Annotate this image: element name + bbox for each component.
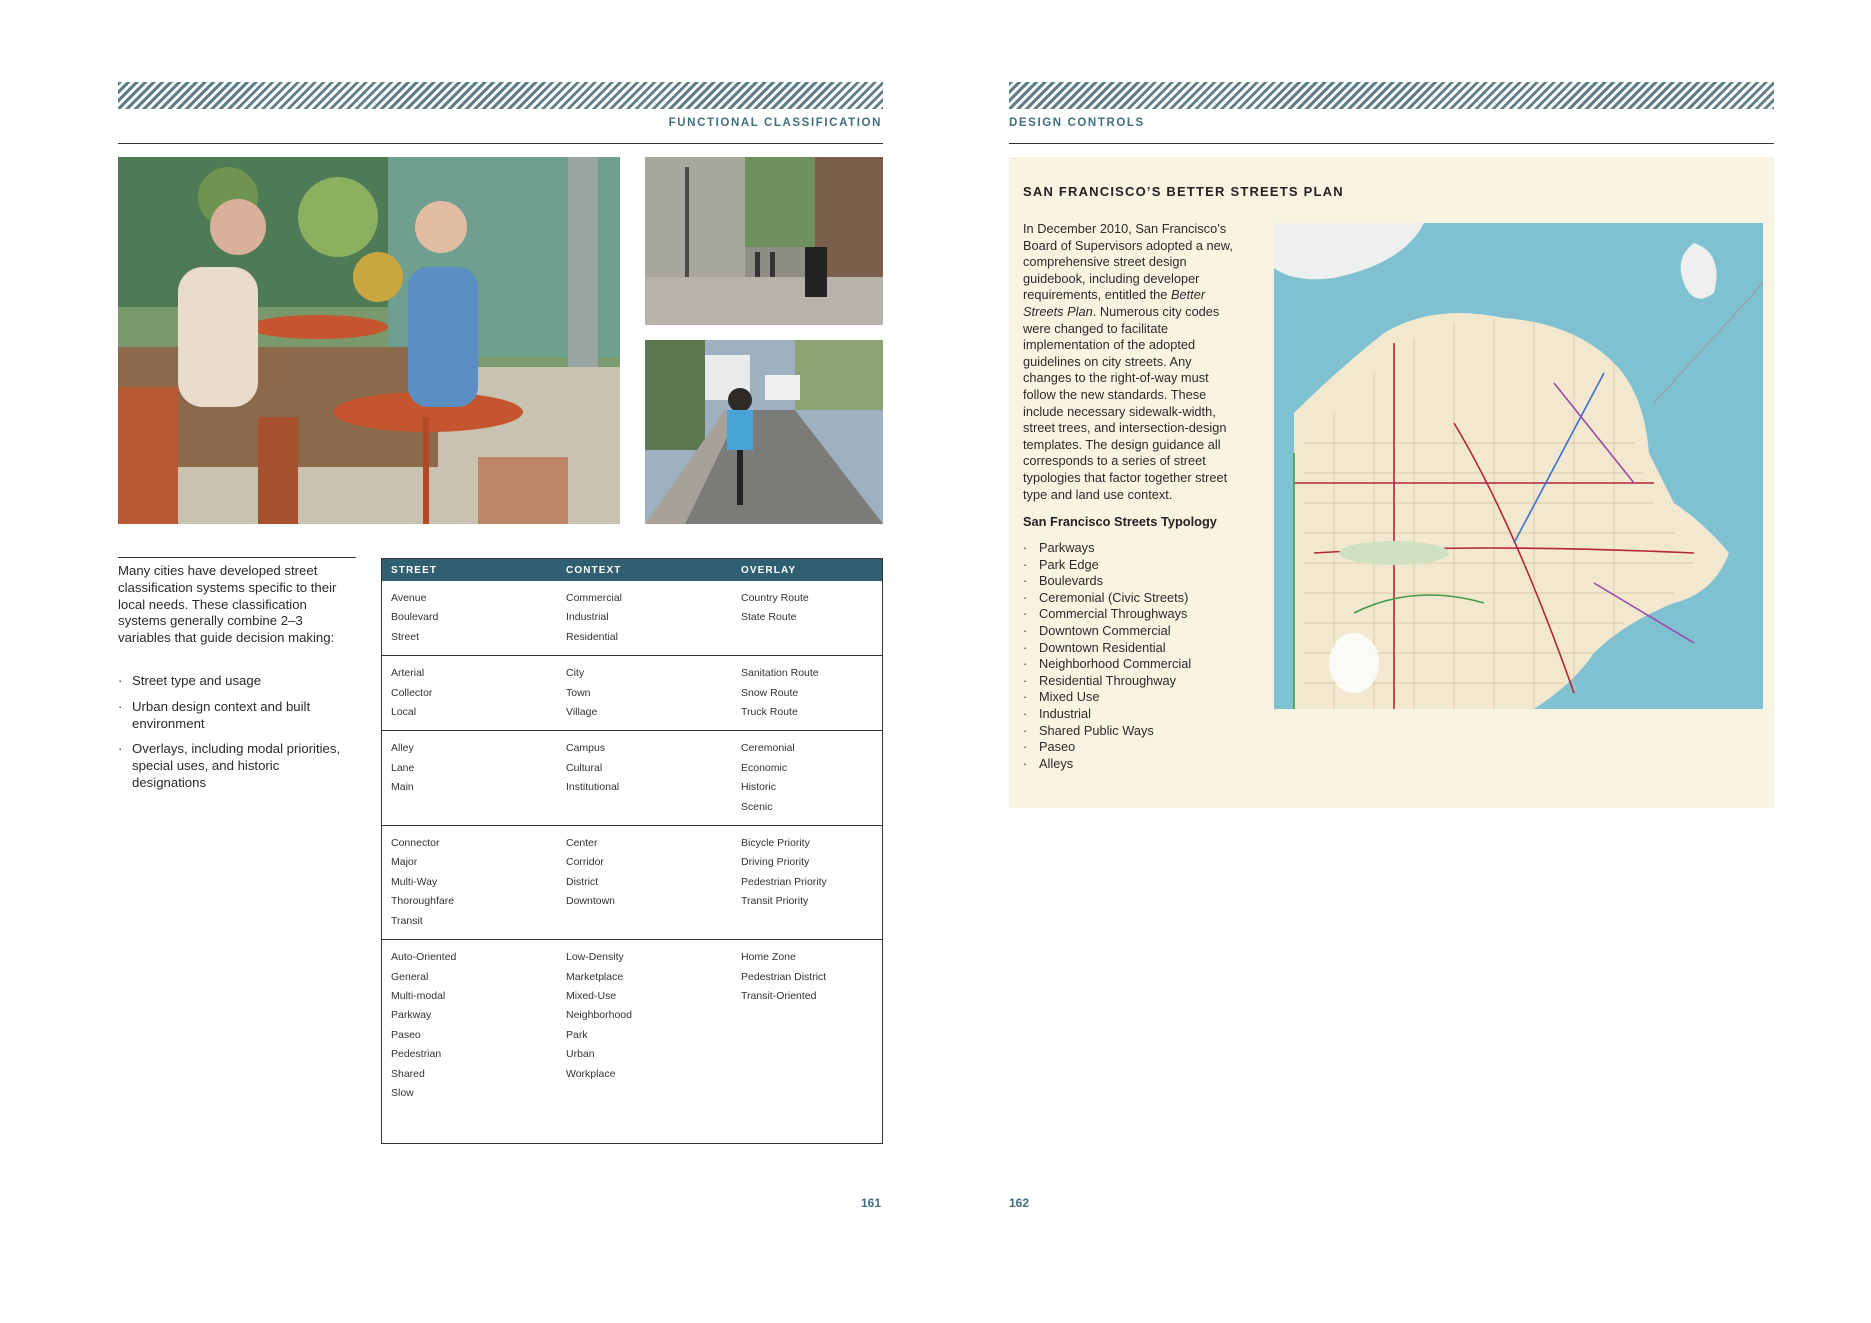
table-cell-value: Pedestrian Priority [741,875,827,888]
table-cell-value: City [566,667,585,680]
table-cell-value: Cultural [566,761,603,774]
table-cell-value: General [391,970,429,983]
san-francisco-street-typology-map [1274,223,1763,709]
table-cell-street [382,731,558,826]
typology-list-item: · Downtown Residential [1023,640,1243,657]
table-cell-overlay [732,826,883,940]
table-cell-value: Main [391,781,414,794]
table-cell-value: Auto-Oriented [391,951,457,964]
table-cell-value: Park [566,1028,588,1041]
header-rule-right [1009,143,1774,144]
running-head-right: DESIGN CONTROLS [1009,117,1145,129]
header-hatch-bar-left [118,82,883,109]
typology-list-item: · Residential Throughway [1023,673,1243,690]
typology-list-item: · Park Edge [1023,557,1243,574]
table-cell-value: Thoroughfare [391,895,455,908]
table-cell-value: Transit [391,914,423,927]
table-cell-value: Pedestrian District [741,970,827,983]
table-cell-street [382,581,558,656]
typology-list-item: · Shared Public Ways [1023,723,1243,740]
table-row [382,940,883,1144]
table-cell-value: Arterial [391,667,425,680]
table-cell-value: District [566,875,599,888]
intro-bullet-list [118,673,353,801]
column-header-context: CONTEXT [557,559,732,582]
table-cell-value: Marketplace [566,970,624,983]
cyclist-bike-lane-photo [645,340,883,524]
table-row [382,731,883,826]
intro-bullet: · Street type and usage [118,673,353,690]
table-cell-value: Scenic [741,800,773,813]
table-cell-value: Economic [741,761,788,774]
page-number-right: 162 [1009,1196,1030,1210]
typology-list-item: · Alleys [1023,756,1243,773]
table-cell-value: Workplace [566,1067,616,1080]
table-cell-value: Village [566,706,598,719]
table-cell-value: Alley [391,742,414,755]
page-number-left: 161 [861,1196,882,1210]
table-cell-street [382,656,558,731]
table-cell-context [557,826,732,940]
table-cell-value: Residential [566,630,618,643]
typology-list-item: · Parkways [1023,540,1243,557]
table-cell-value: Corridor [566,856,604,869]
table-cell-value: Boulevard [391,611,439,624]
table-cell-context [557,581,732,656]
table-cell-value: Driving Priority [741,856,810,869]
table-cell-value: Parkway [391,1009,432,1022]
typology-list-item: · Downtown Commercial [1023,623,1243,640]
table-cell-value: Slow [391,1086,414,1099]
table-cell-value: Historic [741,781,777,794]
table-cell-value: Industrial [566,611,609,624]
street-classification-table [381,558,883,1144]
table-cell-value: Town [566,686,591,699]
table-cell-value: Ceremonial [741,742,795,755]
typology-list-item: · Industrial [1023,706,1243,723]
cafe-seating-photo [118,157,620,524]
table-body [382,581,883,1144]
table-row [382,656,883,731]
intro-bullet: · Overlays, including modal priorities, special uses, and historic designations [118,741,353,791]
table-cell-value: Home Zone [741,951,796,964]
table-cell-value: Street [391,630,420,643]
typology-list [1023,540,1243,772]
table-cell-overlay [732,581,883,656]
table-cell-value: Bicycle Priority [741,837,810,850]
table-cell-overlay [732,940,883,1144]
table-cell-value: Campus [566,742,606,755]
typology-list-item: · Ceremonial (Civic Streets) [1023,590,1243,607]
table-cell-value: Connector [391,837,440,850]
typology-list-item: · Commercial Throughways [1023,606,1243,623]
intro-rule [118,557,356,558]
running-head-left: FUNCTIONAL CLASSIFICATION [668,117,882,129]
intro-bullet: · Urban design context and built environment [118,699,353,733]
typology-list-item: · Boulevards [1023,573,1243,590]
table-cell-value: Major [391,856,418,869]
table-cell-value: Institutional [566,781,620,794]
table-cell-value: Pedestrian [391,1048,442,1061]
table-cell-value: State Route [741,611,797,624]
table-cell-value: Shared [391,1067,425,1080]
table-cell-value: Low-Density [566,951,624,964]
table-cell-street [382,940,558,1144]
table-cell-value: Mixed-Use [566,989,617,1002]
table-cell-value: Truck Route [741,706,798,719]
table-cell-value: Avenue [391,592,427,604]
typology-list-item: · Paseo [1023,739,1243,756]
table-cell-value: Center [566,837,598,850]
table-cell-context [557,940,732,1144]
table-cell-value: Downtown [566,895,616,908]
table-header-row [382,559,883,582]
sidebar-body: In December 2010, San Francisco’s Board of Supervisors adopted a new, comprehensive street design guidebook, including developer requirements, entitled the Better Streets Plan. Numerous city codes were changed to facilitate implementation of the adopted guidelines on city streets. Any changes to the right-of-way must follow the new standards. These include necessary sidewalk-width, street trees, and intersection-design templates. The design guidance all corresponds to a series of street typologies that factor together street type and land use context. [1023,221,1233,502]
header-rule-left [118,143,883,144]
typology-list-item: · Mixed Use [1023,689,1243,706]
table-cell-value: Transit Priority [741,895,809,908]
table-cell-value: Multi-modal [391,989,446,1002]
table-cell-value: Local [391,706,417,719]
intro-paragraph: Many cities have developed street classification systems specific to their local needs. These classification systems generally combine 2–3 variables that guide decision making: [118,563,337,646]
table-cell-value: Urban [566,1048,595,1061]
table-cell-value: Collector [391,686,433,699]
typology-list-item: · Neighborhood Commercial [1023,656,1243,673]
table-cell-overlay [732,731,883,826]
table-cell-value: Paseo [391,1028,421,1041]
table-cell-value: Country Route [741,592,809,604]
table-cell-value: Snow Route [741,686,799,699]
typology-heading: San Francisco Streets Typology [1023,514,1217,529]
table-cell-value: Sanitation Route [741,667,819,680]
table-cell-value: Multi-Way [391,875,438,888]
table-row [382,581,883,656]
header-hatch-bar-right [1009,82,1774,109]
table-cell-value: Neighborhood [566,1009,632,1022]
street-sidewalk-photo [645,157,883,325]
sidebar-title: SAN FRANCISCO’S BETTER STREETS PLAN [1023,184,1344,199]
table-cell-overlay [732,656,883,731]
table-cell-value: Transit-Oriented [741,989,817,1002]
table-cell-value: Lane [391,761,415,774]
table-cell-street [382,826,558,940]
table-row [382,826,883,940]
table-cell-value: Commercial [566,592,623,604]
column-header-street: STREET [382,559,558,582]
table-cell-context [557,656,732,731]
column-header-overlay: OVERLAY [732,559,883,582]
table-cell-context [557,731,732,826]
